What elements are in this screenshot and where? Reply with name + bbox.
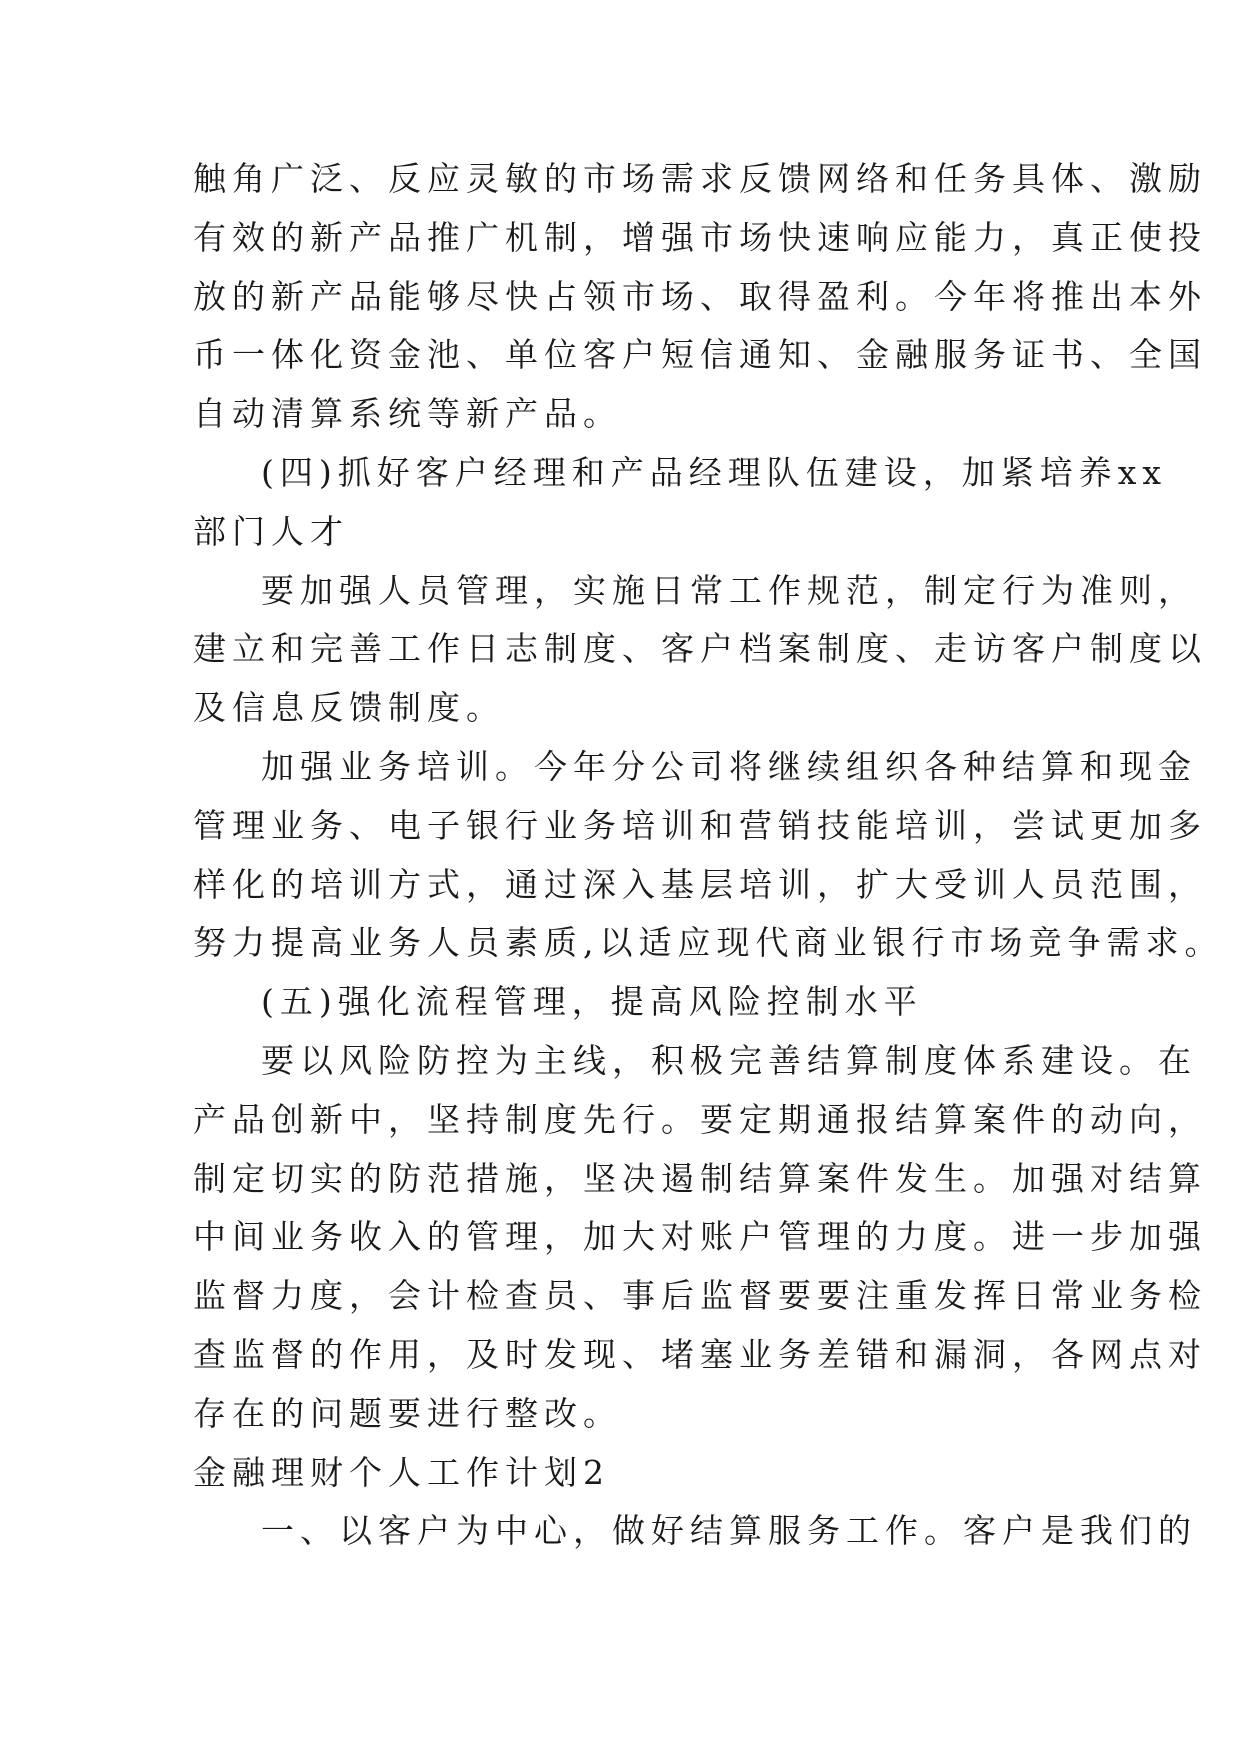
- text-line: 要加强人员管理，实施日常工作规范，制定行为准则，: [261, 570, 1197, 610]
- text-line: 努力提高业务人员素质,以适应现代商业银行市场竞争需求。: [193, 923, 1224, 963]
- text-line: 触角广泛、反应灵敏的市场需求反馈网络和任务具体、激励: [193, 159, 1207, 198]
- text-line: 中间业务收入的管理，加大对账户管理的力度。进一步加强: [193, 1217, 1207, 1257]
- section-heading: (四)抓好客户经理和产品经理队伍建设，加紧培养xx: [261, 452, 1167, 492]
- document-title: 金融理财个人工作计划2: [193, 1452, 610, 1492]
- text-line: 建立和完善工作日志制度、客户档案制度、走访客户制度以: [193, 629, 1207, 669]
- text-line: 加强业务培训。今年分公司将继续组织各种结算和现金: [261, 746, 1197, 786]
- text-line: 币一体化资金池、单位客户短信通知、金融服务证书、全国: [193, 335, 1207, 375]
- text-line: 制定切实的防范措施，坚决遏制结算案件发生。加强对结算: [193, 1158, 1207, 1198]
- text-line: 产品创新中，坚持制度先行。要定期通报结算案件的动向，: [193, 1099, 1207, 1139]
- text-line: 要以风险防控为主线，积极完善结算制度体系建设。在: [261, 1040, 1197, 1080]
- text-line: 样化的培训方式，通过深入基层培训，扩大受训人员范围，: [193, 864, 1207, 904]
- text-line: 管理业务、电子银行业务培训和营销技能培训，尝试更加多: [193, 805, 1207, 845]
- text-line: 及信息反馈制度。: [193, 688, 505, 728]
- text-line: 查监督的作用，及时发现、堵塞业务差错和漏洞，各网点对: [193, 1334, 1207, 1374]
- text-line: 一、以客户为中心，做好结算服务工作。客户是我们的: [261, 1511, 1197, 1551]
- text-line: 有效的新产品推广机制，增强市场快速响应能力，真正使投: [193, 217, 1207, 257]
- section-heading: (五)强化流程管理，提高风险控制水平: [261, 982, 923, 1022]
- document-page: [193, 150, 1224, 1561]
- text-line: 放的新产品能够尽快占领市场、取得盈利。今年将推出本外: [193, 276, 1207, 316]
- section-heading-continuation: 部门人才: [193, 511, 349, 551]
- text-line: 存在的问题要进行整改。: [193, 1393, 622, 1433]
- text-line: 自动清算系统等新产品。: [193, 394, 622, 434]
- text-line: 监督力度，会计检查员、事后监督要要注重发挥日常业务检: [193, 1276, 1207, 1316]
